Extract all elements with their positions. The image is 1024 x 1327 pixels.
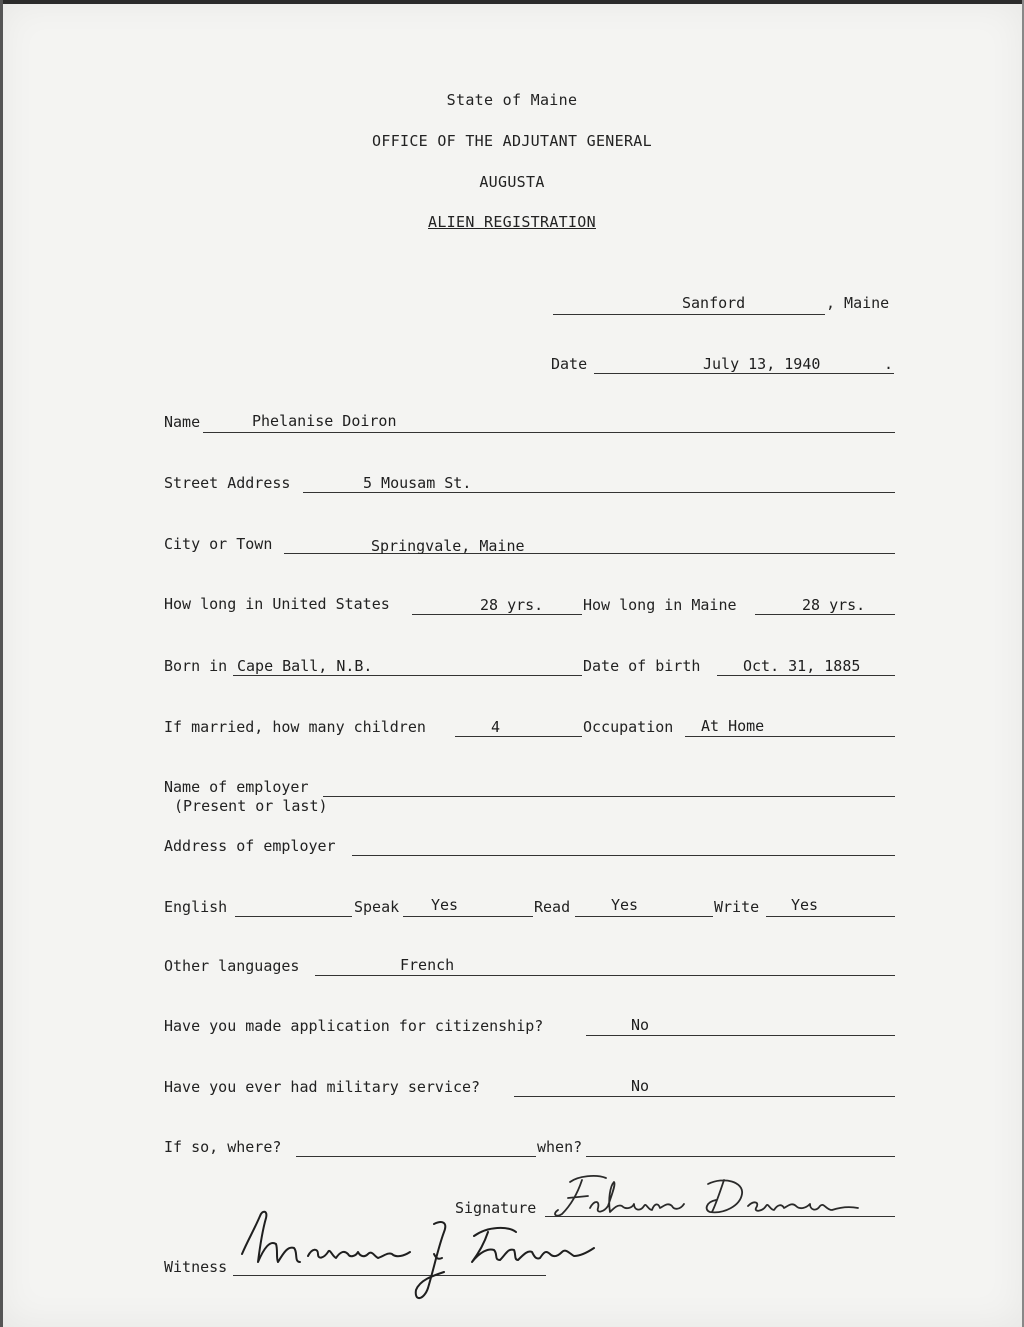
how-long-us-label: How long in United States xyxy=(164,595,390,613)
read-line xyxy=(575,916,713,917)
born-in-line xyxy=(233,675,582,676)
name-line xyxy=(203,432,895,433)
military-label: Have you ever had military service? xyxy=(164,1078,481,1096)
dob-line xyxy=(717,675,895,676)
street-label: Street Address xyxy=(164,474,291,492)
header-city: AUGUSTA xyxy=(479,173,545,191)
children-value: 4 xyxy=(491,718,501,736)
speak-label: Speak xyxy=(354,898,400,916)
english-label: English xyxy=(164,898,228,916)
write-line xyxy=(766,916,895,917)
witness-label: Witness xyxy=(164,1258,228,1276)
scan-top-edge xyxy=(0,0,1024,4)
english-line xyxy=(235,916,352,917)
read-value: Yes xyxy=(611,896,639,914)
write-value: Yes xyxy=(791,896,819,914)
born-in-value: Cape Ball, N.B. xyxy=(237,657,373,675)
citizenship-value: No xyxy=(631,1016,650,1034)
place-line xyxy=(553,314,825,315)
city-label: City or Town xyxy=(164,535,273,553)
header-title xyxy=(0,213,1024,231)
employer-address-line xyxy=(352,855,895,856)
employer-sublabel: (Present or last) xyxy=(174,797,328,815)
header-state: State of Maine xyxy=(446,91,578,109)
other-languages-line xyxy=(315,975,895,976)
occupation-value: At Home xyxy=(701,717,765,735)
born-in-label: Born in xyxy=(164,657,228,675)
witness-handwriting xyxy=(238,1196,618,1306)
when-line xyxy=(586,1156,895,1157)
where-label: If so, where? xyxy=(164,1138,282,1156)
children-label: If married, how many children xyxy=(164,718,426,736)
how-long-maine-value: 28 yrs. xyxy=(802,596,866,614)
dob-label: Date of birth xyxy=(583,657,701,675)
other-languages-value: French xyxy=(400,956,455,974)
employer-address-label: Address of employer xyxy=(164,837,336,855)
header-office: OFFICE OF THE ADJUTANT GENERAL xyxy=(372,132,652,150)
employer-line xyxy=(323,796,895,797)
employer-label: Name of employer xyxy=(164,778,309,796)
date-label: Date xyxy=(551,355,588,373)
military-value: No xyxy=(631,1077,650,1095)
city-value: Springvale, Maine xyxy=(371,537,525,555)
name-value: Phelanise Doiron xyxy=(252,412,397,430)
occupation-label: Occupation xyxy=(583,718,674,736)
children-line xyxy=(455,736,582,737)
occupation-line xyxy=(685,736,895,737)
date-value: July 13, 1940 xyxy=(703,355,821,373)
name-label: Name xyxy=(164,413,201,431)
when-label: when? xyxy=(537,1138,583,1156)
signature-label: Signature xyxy=(455,1199,537,1217)
other-languages-label: Other languages xyxy=(164,957,300,975)
read-label: Read xyxy=(534,898,571,916)
how-long-maine-label: How long in Maine xyxy=(583,596,737,614)
place-value: Sanford xyxy=(682,294,746,312)
write-label: Write xyxy=(714,898,760,916)
dob-value: Oct. 31, 1885 xyxy=(743,657,861,675)
how-long-us-value: 28 yrs. xyxy=(480,596,544,614)
header-title-text: ALIEN REGISTRATION xyxy=(428,213,596,231)
scan-left-edge xyxy=(0,0,3,1327)
street-value: 5 Mousam St. xyxy=(363,474,472,492)
date-line xyxy=(594,373,894,374)
citizenship-line xyxy=(586,1035,895,1036)
how-long-us-line xyxy=(412,614,582,615)
military-line xyxy=(514,1096,895,1097)
where-line xyxy=(296,1156,536,1157)
place-suffix: , Maine xyxy=(826,294,890,312)
citizenship-label: Have you made application for citizenship? xyxy=(164,1017,544,1035)
speak-line xyxy=(403,916,533,917)
how-long-maine-line xyxy=(755,614,895,615)
street-line xyxy=(303,492,895,493)
date-end: . xyxy=(884,355,894,373)
speak-value: Yes xyxy=(431,896,459,914)
